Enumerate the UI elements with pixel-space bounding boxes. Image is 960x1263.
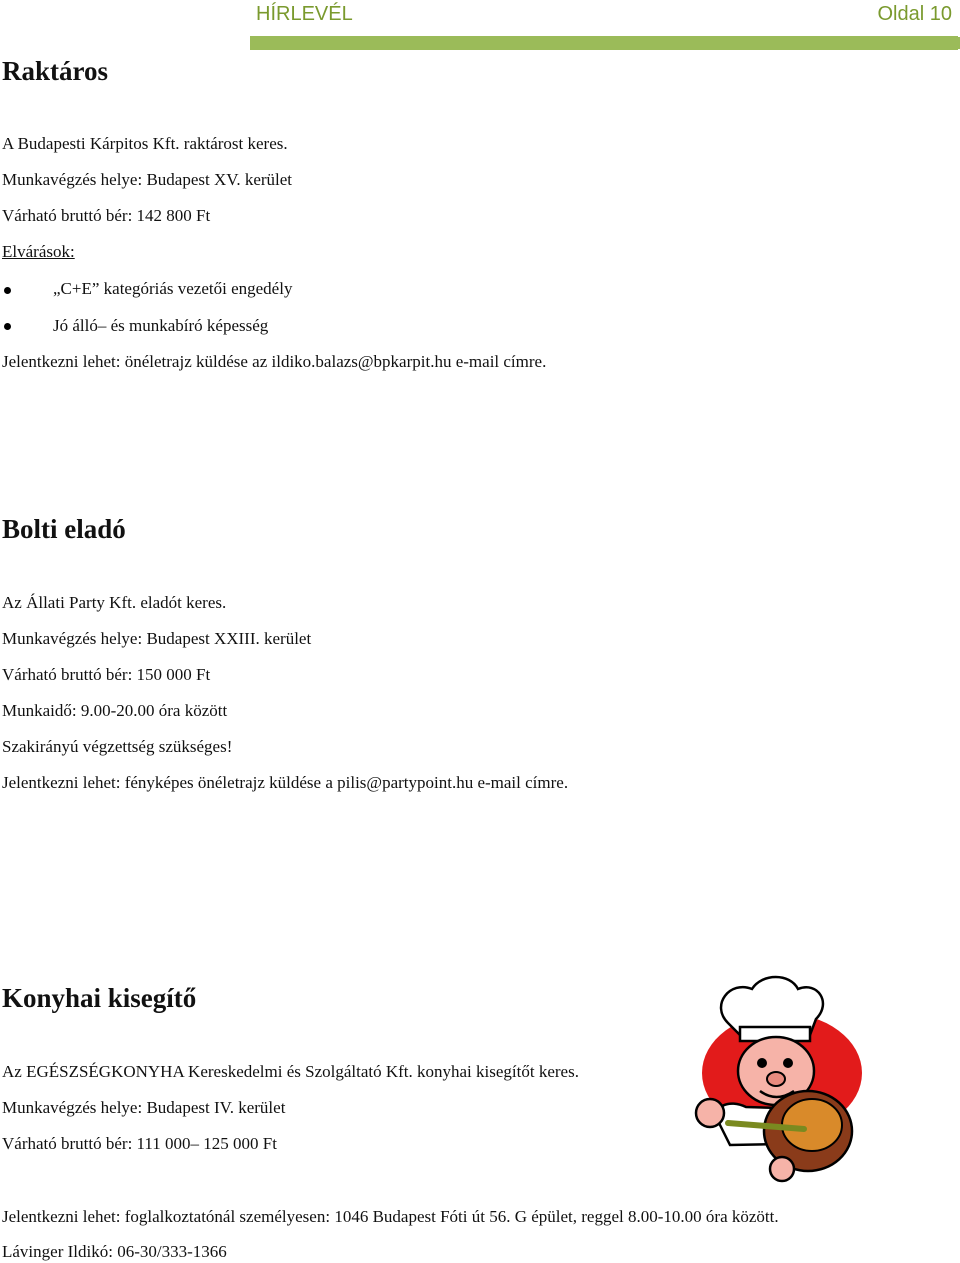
- job-line: Várható bruttó bér: 111 000– 125 000 Ft: [2, 1134, 277, 1153]
- job-line: Munkavégzés helye: Budapest XXIII. kerület: [2, 629, 312, 648]
- newsletter-title: HÍRLEVÉL: [256, 3, 353, 25]
- job-line: Munkavégzés helye: Budapest XV. kerület: [2, 170, 293, 189]
- job-line: Várható bruttó bér: 150 000 Ft: [2, 665, 211, 684]
- green-header-band: [250, 36, 958, 50]
- job-line: A Budapesti Kárpitos Kft. raktárost keres.: [2, 134, 288, 153]
- bullet-icon: [4, 323, 11, 330]
- requirement-item: „C+E” kategóriás vezetői engedély: [53, 279, 293, 298]
- job-line: Az EGÉSZSÉGKONYHA Kereskedelmi és Szolgáltató Kft. konyhai kisegítőt keres.: [2, 1062, 579, 1081]
- contact-line: Lávinger Ildikó: 06-30/333-1366: [2, 1242, 227, 1261]
- section-title-bolti-elado: Bolti eladó: [2, 514, 126, 544]
- requirements-heading: Elvárások:: [2, 242, 75, 261]
- page-number: Oldal 10: [877, 3, 952, 25]
- job-line: Munkavégzés helye: Budapest IV. kerület: [2, 1098, 286, 1117]
- apply-line: Jelentkezni lehet: önéletrajz küldése az ildiko.balazs@bpkarpit.hu e-mail címre.: [2, 352, 547, 371]
- apply-line: Jelentkezni lehet: foglalkoztatónál személyesen: 1046 Budapest Fóti út 56. G épület, reggel 8.00-10.00 óra között.: [2, 1207, 779, 1226]
- section-title-raktaros: Raktáros: [2, 56, 109, 86]
- section-title-konyhai-kisegito: Konyhai kisegítő: [2, 983, 197, 1013]
- job-line: Munkaidő: 9.00-20.00 óra között: [2, 701, 228, 720]
- apply-line: Jelentkezni lehet: fényképes önéletrajz küldése a pilis@partypoint.hu e-mail címre.: [2, 773, 569, 792]
- requirement-item: Jó álló– és munkabíró képesség: [53, 316, 269, 335]
- job-line: Az Állati Party Kft. eladót keres.: [2, 593, 227, 612]
- job-line: Szakirányú végzettség szükséges!: [2, 737, 233, 756]
- chef-illustration-icon: [690, 975, 865, 1190]
- job-line: Várható bruttó bér: 142 800 Ft: [2, 206, 211, 225]
- bullet-icon: [4, 287, 11, 294]
